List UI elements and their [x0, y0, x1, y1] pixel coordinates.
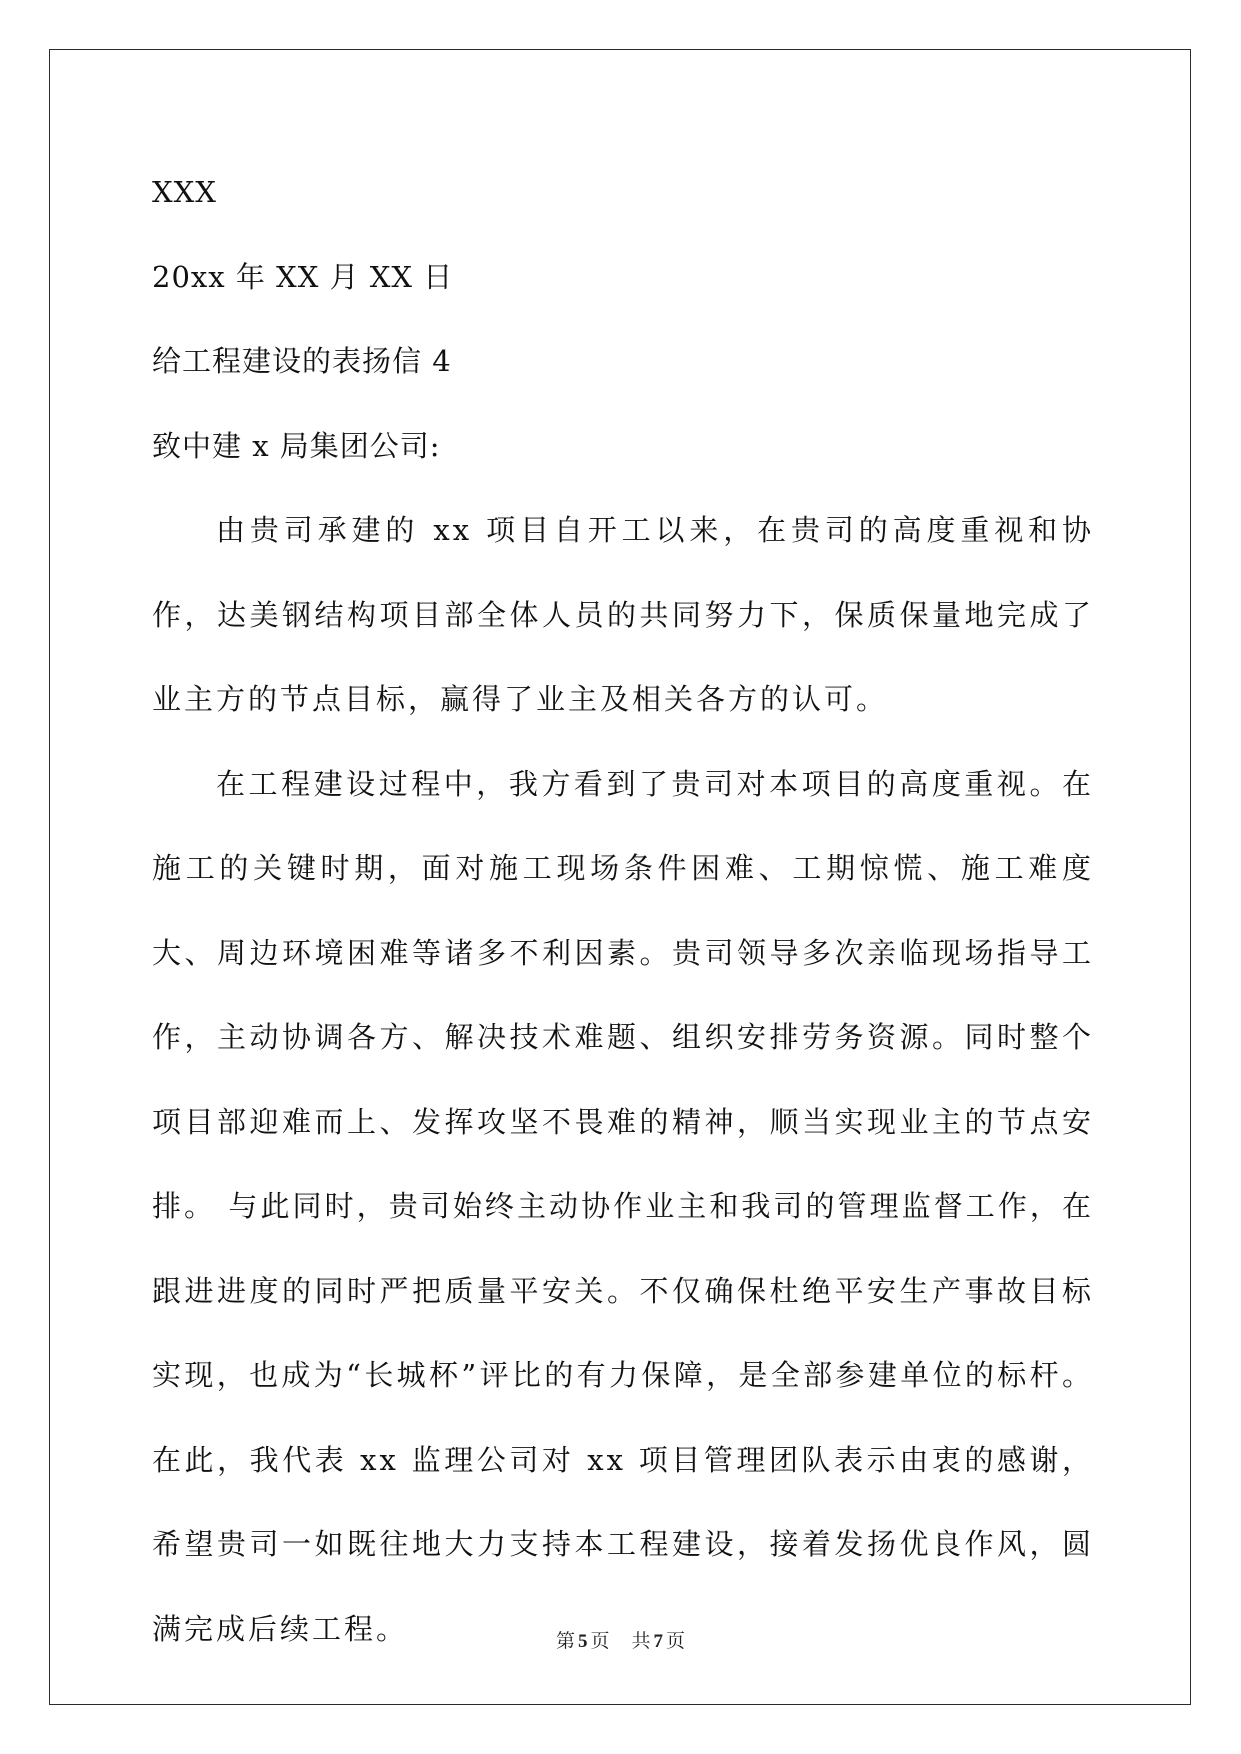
paragraph-1: 由贵司承建的 xx 项目自开工以来，在贵司的高度重视和协作，达美钢结构项目部全体人员的共同努力下，保质保量地完成了业主方的节点目标，赢得了业主及相关各方的认可。 — [152, 513, 1094, 716]
total-prefix: 共 — [631, 1630, 651, 1652]
letter-body — [152, 150, 1094, 1671]
page-total: 7 — [653, 1631, 664, 1652]
letter-date: 20xx 年 XX 月 XX 日 — [152, 259, 454, 294]
page-prefix: 第 — [555, 1630, 575, 1652]
salutation: 致中建 x 局集团公司: — [152, 428, 441, 463]
total-suffix: 页 — [666, 1630, 686, 1652]
page-number-footer — [0, 1626, 1241, 1653]
paragraph-2: 在工程建设过程中，我方看到了贵司对本项目的高度重视。在施工的关键时期，面对施工现场条件困难、工期惊慌、施工难度大、周边环境困难等诸多不利因素。贵司领导多次亲临现场指导工作，主动协调各方、解决技术难题、组织安排劳务资源。同时整个项目部迎难而上、发挥攻坚不畏难的精神，顺当实现业主的节点安排。 与此同时，贵司始终主动协作业主和我司的管理监督工作，在跟进进度的同时严把质量平安关。不仅确保杜绝平安生产事故目标实现，也成为“长城杯”评比的有力保障，是全部参建单位的标杆。 在此，我代表 xx 监理公司对 xx 项目管理团队表示由衷的感谢，希望贵司一如既往地大力支持本工程建设，接着发扬优良作风，圆满完成后续工程。 — [152, 766, 1094, 1646]
page-suffix: 页 — [590, 1630, 610, 1652]
page-current: 5 — [577, 1631, 588, 1652]
signature: XXX — [152, 175, 217, 209]
letter-heading: 给工程建设的表扬信 4 — [152, 344, 452, 378]
